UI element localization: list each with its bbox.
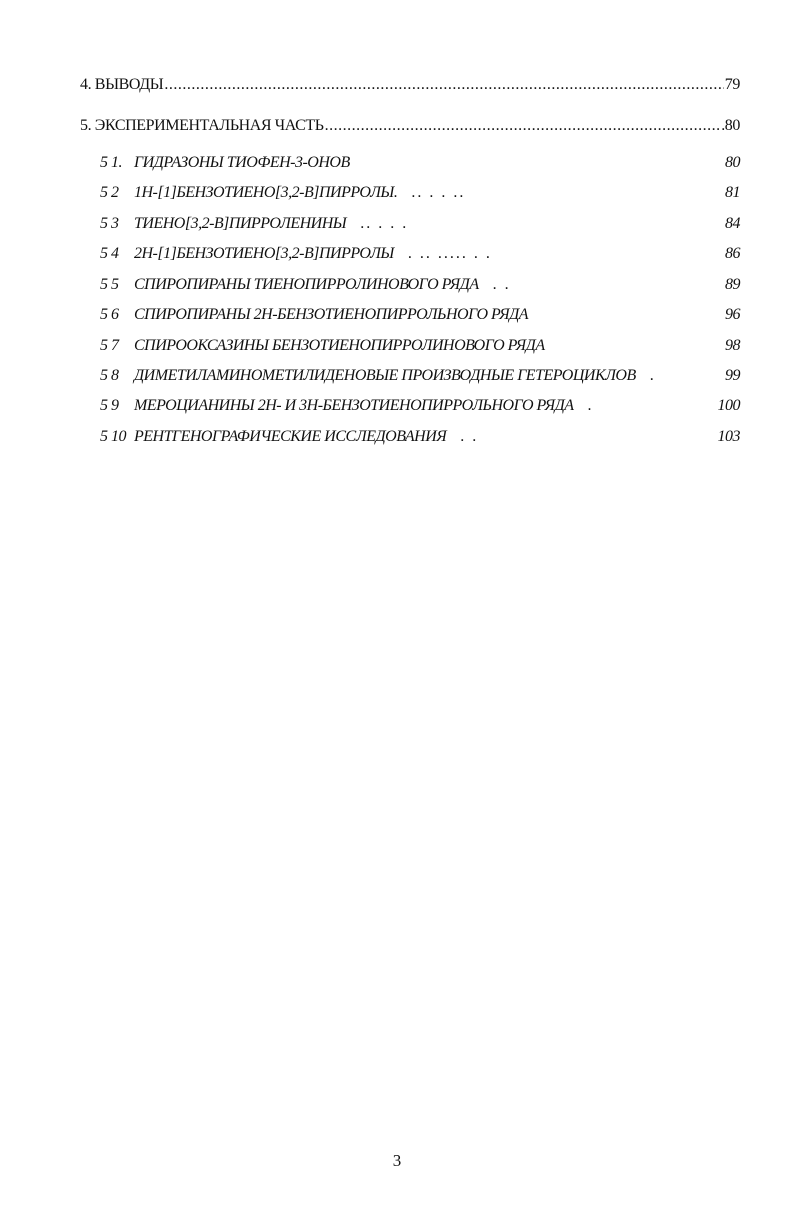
- toc-subentry-page: 86: [725, 245, 740, 262]
- toc-subentry-number: 5 6: [100, 306, 119, 323]
- toc-entry-page: 79: [724, 76, 740, 93]
- toc-subentry-label: ДИМЕТИЛАМИНОМЕТИЛИДЕНОВЫЕ ПРОИЗВОДНЫЕ ГЕТЕРОЦИКЛОВ: [134, 367, 636, 384]
- toc-subentry-5-7: [100, 337, 740, 355]
- dot-leader: [164, 76, 723, 94]
- toc-subentry-label: СПИРОПИРАНЫ 2Н-БЕНЗОТИЕНОПИРРОЛЬНОГО РЯДА: [134, 306, 529, 323]
- toc-subentry-number: 5 5: [100, 276, 119, 293]
- toc-subentry-number: 5 10: [100, 428, 126, 445]
- toc-subentry-dots: .: [587, 397, 594, 414]
- toc-subentry-page: 80: [725, 154, 740, 171]
- toc-subentry-page: 96: [725, 306, 740, 323]
- toc-subentry-page: 89: [725, 276, 740, 293]
- toc-subentry-number: 5 1.: [100, 154, 122, 171]
- toc-subentry-number: 5 4: [100, 245, 119, 262]
- toc-subentry-dots: . .: [492, 276, 511, 293]
- toc-subentry-5-5: [100, 276, 740, 294]
- toc-subentry-5-2: [100, 184, 740, 202]
- toc-subentry-5-9: [100, 397, 740, 415]
- toc-entry-page: .80: [721, 117, 740, 134]
- toc-subentry-label: 2Н-[1]БЕНЗОТИЕНО[3,2-В]ПИРРОЛЫ: [134, 245, 394, 262]
- toc-subentry-page: 100: [717, 397, 740, 414]
- toc-subentry-label: СПИРООКСАЗИНЫ БЕНЗОТИЕНОПИРРОЛИНОВОГО РЯДА: [134, 337, 545, 354]
- toc-subentry-5-4: [100, 245, 740, 263]
- toc-subentry-page: 84: [725, 215, 740, 232]
- toc-subentry-label: СПИРОПИРАНЫ ТИЕНОПИРРОЛИНОВОГО РЯДА: [134, 276, 479, 293]
- toc-entry-label: 4. ВЫВОДЫ: [80, 76, 164, 93]
- toc-subentry-label: ГИДРАЗОНЫ ТИОФЕН-3-ОНОВ: [134, 154, 350, 171]
- page-number: 3: [392, 1151, 402, 1170]
- toc-entry-experimental: [80, 117, 740, 135]
- toc-subentry-number: 5 3: [100, 215, 119, 232]
- toc-subentry-label: МЕРОЦИАНИНЫ 2Н- И 3Н-БЕНЗОТИЕНОПИРРОЛЬНОГО РЯДА: [134, 397, 574, 414]
- toc-subentry-number: 5 9: [100, 397, 119, 414]
- toc-subentry-5-8: [100, 367, 740, 385]
- toc-subentry-dots: . .. ..... . .: [407, 245, 492, 262]
- toc-subentry-page: 99: [725, 367, 740, 384]
- toc-subentry-dots: .: [649, 367, 656, 384]
- toc-subentry-5-6: [100, 306, 740, 324]
- toc-entry-label: 5. ЭКСПЕРИМЕНТАЛЬНАЯ ЧАСТЬ: [80, 117, 324, 134]
- toc-subentry-label: РЕНТГЕНОГРАФИЧЕСКИЕ ИССЛЕДОВАНИЯ: [134, 428, 447, 445]
- toc-subentry-page: 103: [717, 428, 740, 445]
- toc-subentry-dots: . .: [460, 428, 479, 445]
- toc-subentry-number: 5 7: [100, 337, 119, 354]
- toc-subentry-5-10: [100, 428, 740, 446]
- toc-subentry-5-3: [100, 215, 740, 233]
- toc-subentry-5-1: [100, 154, 740, 172]
- toc-entry-conclusions: [80, 76, 740, 94]
- toc-subentry-dots: .. . . .: [360, 215, 409, 232]
- toc-subentry-page: 98: [725, 337, 740, 354]
- toc-subentry-label: ТИЕНО[3,2-В]ПИРРОЛЕНИНЫ: [134, 215, 347, 232]
- toc-subentry-number: 5 8: [100, 367, 119, 384]
- toc-subentry-number: 5 2: [100, 184, 119, 201]
- toc-subentry-dots: .. . . ..: [411, 184, 466, 201]
- toc-subentry-page: 81: [725, 184, 740, 201]
- toc-subentry-label: 1Н-[1]БЕНЗОТИЕНО[3,2-В]ПИРРОЛЫ.: [134, 184, 398, 201]
- dot-leader: [325, 117, 721, 135]
